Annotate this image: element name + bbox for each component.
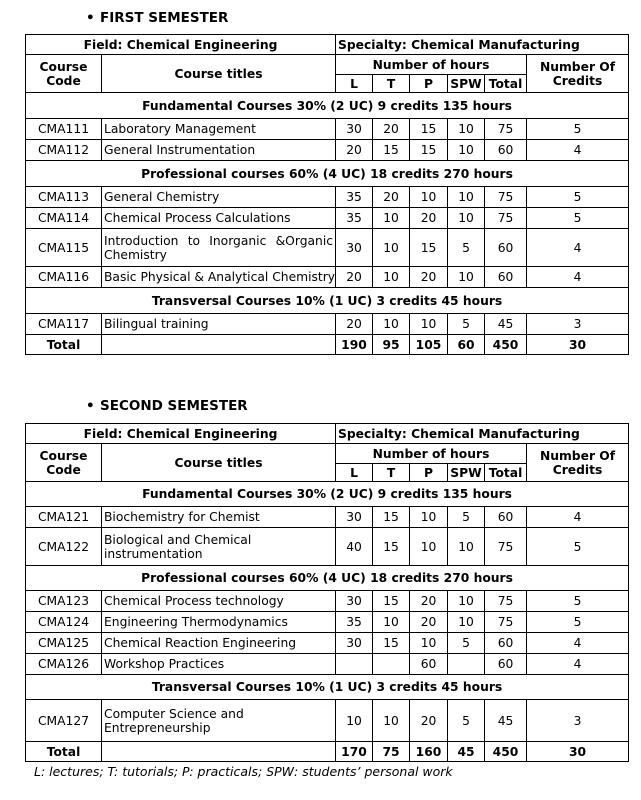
hours-L: 35 xyxy=(336,187,373,208)
total-T: 75 xyxy=(373,742,410,762)
course-title: Workshop Practices xyxy=(102,654,336,675)
hours-P: 20 xyxy=(410,700,448,742)
course-code: CMA122 xyxy=(26,528,102,566)
header-P: P xyxy=(410,464,448,482)
header-T: T xyxy=(373,464,410,482)
total-row xyxy=(26,742,629,762)
hours-P: 20 xyxy=(410,612,448,633)
credits: 3 xyxy=(527,700,629,742)
hours-L: 30 xyxy=(336,507,373,528)
credits: 5 xyxy=(527,119,629,140)
hours-total: 75 xyxy=(485,528,527,566)
hours-T: 15 xyxy=(373,507,410,528)
course-table xyxy=(25,34,629,355)
specialty-cell: Specialty: Chemical Manufacturing xyxy=(336,35,629,55)
course-code: CMA117 xyxy=(26,314,102,335)
course-title: General Chemistry xyxy=(102,187,336,208)
hours-T: 10 xyxy=(373,267,410,288)
header-SPW: SPW xyxy=(448,464,485,482)
total-label: Total xyxy=(26,335,102,355)
course-titles-header: Course titles xyxy=(102,444,336,482)
field-cell: Field: Chemical Engineering xyxy=(26,35,336,55)
hours-total: 75 xyxy=(485,208,527,229)
course-title: Biological and Chemical instrumentation xyxy=(102,528,336,566)
credits-header: Number Of Credits xyxy=(527,55,629,93)
credits-header: Number Of Credits xyxy=(527,444,629,482)
credits: 5 xyxy=(527,528,629,566)
total-label: Total xyxy=(26,742,102,762)
table-row xyxy=(26,700,629,742)
hours-SPW: 10 xyxy=(448,612,485,633)
credits: 5 xyxy=(527,591,629,612)
semester-heading xyxy=(86,10,228,26)
hours-T: 15 xyxy=(373,591,410,612)
hours-P: 20 xyxy=(410,267,448,288)
footnote: L: lectures; T: tutorials; P: practicals; SPW: students’ personal work xyxy=(34,764,453,779)
empty-cell xyxy=(102,335,336,355)
hours-total: 45 xyxy=(485,314,527,335)
hours-total: 75 xyxy=(485,591,527,612)
course-title: Chemical Process Calculations xyxy=(102,208,336,229)
hours-L: 35 xyxy=(336,208,373,229)
hours-SPW: 10 xyxy=(448,208,485,229)
header-SPW: SPW xyxy=(448,75,485,93)
course-code: CMA116 xyxy=(26,267,102,288)
number-of-hours-header: Number of hours xyxy=(336,55,527,75)
semester-title: SECOND SEMESTER xyxy=(100,398,248,414)
course-code: CMA127 xyxy=(26,700,102,742)
hours-T: 10 xyxy=(373,314,410,335)
course-code: CMA124 xyxy=(26,612,102,633)
hours-T: 10 xyxy=(373,700,410,742)
course-code: CMA112 xyxy=(26,140,102,161)
credits: 5 xyxy=(527,612,629,633)
total-L: 170 xyxy=(336,742,373,762)
total-P: 105 xyxy=(410,335,448,355)
course-code: CMA126 xyxy=(26,654,102,675)
hours-P: 10 xyxy=(410,314,448,335)
table-row xyxy=(26,140,629,161)
total-row xyxy=(26,335,629,355)
hours-L: 20 xyxy=(336,140,373,161)
hours-P: 60 xyxy=(410,654,448,675)
table-row xyxy=(26,654,629,675)
total-credits: 30 xyxy=(527,335,629,355)
credits: 4 xyxy=(527,267,629,288)
hours-total: 75 xyxy=(485,119,527,140)
course-code: CMA113 xyxy=(26,187,102,208)
credits: 4 xyxy=(527,229,629,267)
header-total: Total xyxy=(485,464,527,482)
table-row xyxy=(26,633,629,654)
course-title: Introduction to Inorganic &Organic Chemistry xyxy=(102,229,336,267)
hours-SPW xyxy=(448,654,485,675)
hours-P: 10 xyxy=(410,528,448,566)
hours-T: 15 xyxy=(373,633,410,654)
hours-SPW: 5 xyxy=(448,314,485,335)
hours-L: 30 xyxy=(336,229,373,267)
course-code: CMA115 xyxy=(26,229,102,267)
course-title: Chemical Process technology xyxy=(102,591,336,612)
empty-cell xyxy=(102,742,336,762)
hours-total: 75 xyxy=(485,612,527,633)
course-title: Engineering Thermodynamics xyxy=(102,612,336,633)
hours-SPW: 10 xyxy=(448,119,485,140)
hours-P: 20 xyxy=(410,208,448,229)
hours-L: 30 xyxy=(336,591,373,612)
course-title: Bilingual training xyxy=(102,314,336,335)
header-L: L xyxy=(336,75,373,93)
section-title: Professional courses 60% (4 UC) 18 credits 270 hours xyxy=(26,161,629,187)
hours-SPW: 10 xyxy=(448,528,485,566)
header-P: P xyxy=(410,75,448,93)
credits: 4 xyxy=(527,654,629,675)
credits: 3 xyxy=(527,314,629,335)
table-row xyxy=(26,267,629,288)
course-title: Computer Science and Entrepreneurship xyxy=(102,700,336,742)
course-code: CMA125 xyxy=(26,633,102,654)
hours-T: 20 xyxy=(373,187,410,208)
hours-T: 15 xyxy=(373,528,410,566)
total-credits: 30 xyxy=(527,742,629,762)
hours-total: 60 xyxy=(485,633,527,654)
hours-SPW: 5 xyxy=(448,633,485,654)
hours-total: 60 xyxy=(485,267,527,288)
semester-heading xyxy=(86,398,248,414)
table-row xyxy=(26,612,629,633)
hours-SPW: 10 xyxy=(448,591,485,612)
hours-T: 15 xyxy=(373,140,410,161)
header-L: L xyxy=(336,464,373,482)
table-row xyxy=(26,187,629,208)
hours-SPW: 10 xyxy=(448,187,485,208)
credits: 5 xyxy=(527,208,629,229)
course-code: CMA121 xyxy=(26,507,102,528)
course-code: CMA114 xyxy=(26,208,102,229)
bullet-icon: • xyxy=(86,398,95,414)
hours-total: 45 xyxy=(485,700,527,742)
course-code: CMA111 xyxy=(26,119,102,140)
hours-T xyxy=(373,654,410,675)
course-title: Laboratory Management xyxy=(102,119,336,140)
header-total: Total xyxy=(485,75,527,93)
total-hours: 450 xyxy=(485,335,527,355)
hours-L: 30 xyxy=(336,633,373,654)
hours-P: 10 xyxy=(410,187,448,208)
section-title: Transversal Courses 10% (1 UC) 3 credits 45 hours xyxy=(26,288,629,314)
hours-P: 20 xyxy=(410,591,448,612)
course-code-header: Course Code xyxy=(26,55,102,93)
hours-total: 75 xyxy=(485,187,527,208)
hours-total: 60 xyxy=(485,229,527,267)
course-code: CMA123 xyxy=(26,591,102,612)
hours-SPW: 5 xyxy=(448,507,485,528)
hours-P: 10 xyxy=(410,507,448,528)
hours-P: 15 xyxy=(410,229,448,267)
table-row xyxy=(26,591,629,612)
header-T: T xyxy=(373,75,410,93)
course-title: General Instrumentation xyxy=(102,140,336,161)
hours-SPW: 10 xyxy=(448,267,485,288)
hours-T: 10 xyxy=(373,208,410,229)
total-SPW: 60 xyxy=(448,335,485,355)
hours-L: 35 xyxy=(336,612,373,633)
table-row xyxy=(26,229,629,267)
hours-L: 20 xyxy=(336,267,373,288)
total-P: 160 xyxy=(410,742,448,762)
specialty-cell: Specialty: Chemical Manufacturing xyxy=(336,424,629,444)
table-row xyxy=(26,314,629,335)
hours-L xyxy=(336,654,373,675)
hours-L: 40 xyxy=(336,528,373,566)
course-title: Chemical Reaction Engineering xyxy=(102,633,336,654)
semester-title: FIRST SEMESTER xyxy=(100,10,229,26)
hours-P: 15 xyxy=(410,140,448,161)
hours-T: 10 xyxy=(373,229,410,267)
hours-SPW: 5 xyxy=(448,700,485,742)
hours-P: 10 xyxy=(410,633,448,654)
total-T: 95 xyxy=(373,335,410,355)
section-title: Professional courses 60% (4 UC) 18 credits 270 hours xyxy=(26,566,629,591)
total-SPW: 45 xyxy=(448,742,485,762)
credits: 4 xyxy=(527,633,629,654)
table-row xyxy=(26,528,629,566)
hours-total: 60 xyxy=(485,507,527,528)
hours-T: 10 xyxy=(373,612,410,633)
table-row xyxy=(26,507,629,528)
table-row xyxy=(26,119,629,140)
number-of-hours-header: Number of hours xyxy=(336,444,527,464)
course-code-header: Course Code xyxy=(26,444,102,482)
hours-SPW: 10 xyxy=(448,140,485,161)
hours-total: 60 xyxy=(485,140,527,161)
hours-P: 15 xyxy=(410,119,448,140)
course-titles-header: Course titles xyxy=(102,55,336,93)
hours-T: 20 xyxy=(373,119,410,140)
credits: 4 xyxy=(527,140,629,161)
credits: 5 xyxy=(527,187,629,208)
section-title: Transversal Courses 10% (1 UC) 3 credits 45 hours xyxy=(26,675,629,700)
total-hours: 450 xyxy=(485,742,527,762)
field-cell: Field: Chemical Engineering xyxy=(26,424,336,444)
total-L: 190 xyxy=(336,335,373,355)
hours-L: 30 xyxy=(336,119,373,140)
credits: 4 xyxy=(527,507,629,528)
section-title: Fundamental Courses 30% (2 UC) 9 credits 135 hours xyxy=(26,482,629,507)
section-title: Fundamental Courses 30% (2 UC) 9 credits 135 hours xyxy=(26,93,629,119)
course-title: Biochemistry for Chemist xyxy=(102,507,336,528)
hours-SPW: 5 xyxy=(448,229,485,267)
table-row xyxy=(26,208,629,229)
hours-L: 20 xyxy=(336,314,373,335)
hours-L: 10 xyxy=(336,700,373,742)
course-title: Basic Physical & Analytical Chemistry xyxy=(102,267,336,288)
bullet-icon: • xyxy=(86,10,95,26)
course-table xyxy=(25,423,629,762)
hours-total: 60 xyxy=(485,654,527,675)
